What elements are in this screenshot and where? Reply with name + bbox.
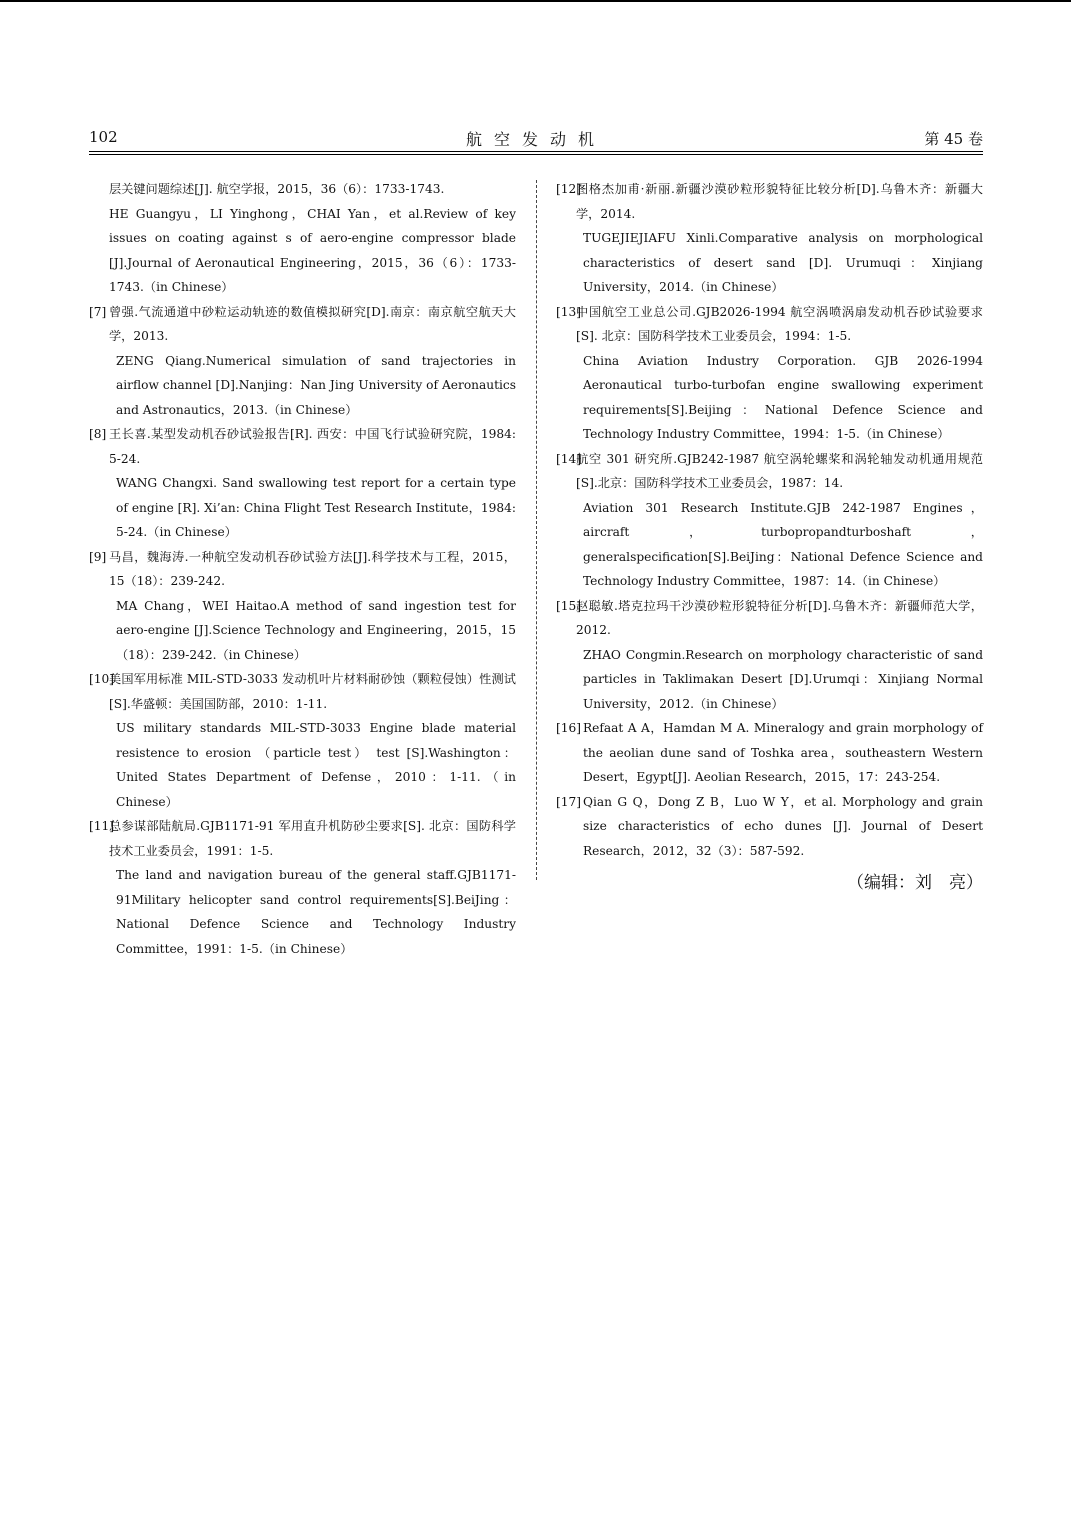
right-column [556, 177, 983, 896]
reference-cn-text: 图格杰加甫·新丽.新疆沙漠砂粒形貌特征比较分析[D].乌鲁木齐：新疆大学，2014. [576, 182, 983, 221]
reference-cn-text: 中国航空工业总公司.GJB2026-1994 航空涡喷涡扇发动机吞砂试验要求[S]. 北京：国防科学技术工业委员会，1994：1-5. [576, 304, 983, 343]
reference-cn-text: 总参谋部陆航局.GJB1171-91 军用直升机防砂尘要求[S]. 北京：国防科学技术工业委员会，1991：1-5. [109, 819, 516, 858]
reference-cn-text: 马昌，魏海涛.一种航空发动机吞砂试验方法[J].科学技术与工程，2015，15（18）：239-242. [109, 549, 516, 588]
reference-number: [8] [89, 427, 107, 441]
reference-en-text: TUGEJIEJIAFU Xinli.Comparative analysis on morphological characteristics of desert sand [D]. Urumuqi：Xinjiang University，2014.（in Chinese） [583, 231, 983, 294]
reference-number: [15] [556, 598, 582, 613]
reference-en-text: China Aviation Industry Corporation. GJB 2026-1994 Aeronautical turbo-turbofan engine swallowing experiment requirements[S].Beijing：National Defence Science and Technology Industry Committee，1994：1-5.（in Chinese） [583, 353, 983, 441]
reference-item [556, 177, 983, 300]
reference-continuation [89, 177, 516, 300]
reference-item [556, 300, 983, 447]
reference-en-text: ZENG Qiang.Numerical simulation of sand trajectories in airflow channel [D].Nanjing：Nan Jing University of Aeronautics and Astronautics，2013.（in Chinese） [116, 353, 516, 417]
reference-cn-text: 航空 301 研究所.GJB242-1987 航空涡轮螺桨和涡轮轴发动机通用规范[S].北京：国防科学技术工业委员会，1987：14. [576, 451, 983, 490]
reference-number: [9] [89, 549, 107, 564]
reference-number: [12] [556, 182, 582, 196]
reference-item [556, 594, 983, 717]
reference-number: [16] [556, 721, 582, 735]
reference-item [89, 814, 516, 961]
reference-item [89, 300, 516, 423]
reference-cn-text: 层关键问题综述[J]. 航空学报，2015，36（6）：1733-1743. [109, 182, 445, 196]
page-number: 102 [89, 128, 118, 146]
editor-credit: （编辑：刘 亮） [847, 873, 983, 893]
reference-item [556, 790, 983, 864]
running-header [89, 126, 983, 150]
column-divider [536, 180, 537, 880]
reference-en-text: WANG Changxi. Sand swallowing test report for a certain type of engine [R]. Xi’an: China Flight Test Research Institute，1984: 5-24.（in Chinese） [116, 476, 516, 539]
reference-item [556, 447, 983, 594]
reference-en-text: The land and navigation bureau of the general staff.GJB1171-91Military helicopter sand control requirements[S].BeiJing：National Defence Science and Technology Industry Committee，1991：1-5.（in Chinese） [116, 868, 516, 956]
reference-cn-text: 美国军用标准 MIL-STD-3033 发动机叶片材料耐砂蚀（颗粒侵蚀）性测试[S].华盛顿：美国国防部，2010：1-11. [109, 672, 516, 711]
reference-number: [13] [556, 304, 582, 319]
reference-en-text: Qian G Q，Dong Z B，Luo W Y，et al. Morphology and grain size characteristics of echo dunes [J]. Journal of Desert Research，2012，32（3）：587-592. [583, 794, 983, 858]
journal-title: 航空发动机 [465, 130, 606, 149]
reference-en-text: ZHAO Congmin.Research on morphology characteristic of sand particles in Taklimakan Desert [D].Urumqi：Xinjiang Normal University，2012.（in Chinese） [583, 647, 983, 711]
reference-en-text: Refaat A A，Hamdan M A. Mineralogy and grain morphology of the aeolian dune sand of Toshka area，southeastern Western Desert，Egypt[J]. Aeolian Research，2015，17：243-254. [583, 721, 983, 784]
reference-cn-text: 曾强.气流通道中砂粒运动轨迹的数值模拟研究[D].南京：南京航空航天大学，2013. [109, 304, 516, 343]
reference-number: [14] [556, 451, 582, 466]
volume-label: 第 45 卷 [924, 130, 983, 148]
reference-number: [17] [556, 794, 582, 809]
reference-en-text: HE Guangyu，LI Yinghong，CHAI Yan，et al.Review of key issues on coating against s of aero-engine compressor blade [J].Journal of Aeronautical Engineering，2015，36（6）：1733-1743.（in Chinese） [109, 206, 516, 294]
reference-item [89, 422, 516, 545]
reference-item [89, 667, 516, 814]
reference-cn-text: 王长喜.某型发动机吞砂试验报告[R]. 西安：中国飞行试验研究院，1984: 5-24. [109, 427, 516, 466]
reference-item [556, 716, 983, 790]
header-rule [89, 151, 983, 152]
top-border [0, 0, 1071, 2]
reference-number: [7] [89, 304, 107, 319]
reference-en-text: Aviation 301 Research Institute.GJB 242-1987 Engines，aircraft，turbopropandturboshaft，generalspecification[S].BeiJing：National Defence Science and Technology Industry Committee，1987：14.（in Chinese） [583, 500, 983, 588]
reference-item [89, 545, 516, 668]
reference-cn-text: 赵聪敏.塔克拉玛干沙漠砂粒形貌特征分析[D].乌鲁木齐：新疆师范大学，2012. [576, 598, 983, 637]
reference-number: [10] [89, 672, 115, 686]
reference-number: [11] [89, 819, 115, 833]
header-rule-thin [89, 154, 983, 155]
reference-en-text: US military standards MIL-STD-3033 Engine blade material resistence to erosion （particle test） test [S].Washington：United States Department of Defense，2010：1-11.（in Chinese） [116, 721, 516, 809]
reference-en-text: MA Chang，WEI Haitao.A method of sand ingestion test for aero-engine [J].Science Technology and Engineering，2015，15（18）：239-242.（in Chinese） [116, 598, 516, 662]
left-column [89, 177, 516, 961]
